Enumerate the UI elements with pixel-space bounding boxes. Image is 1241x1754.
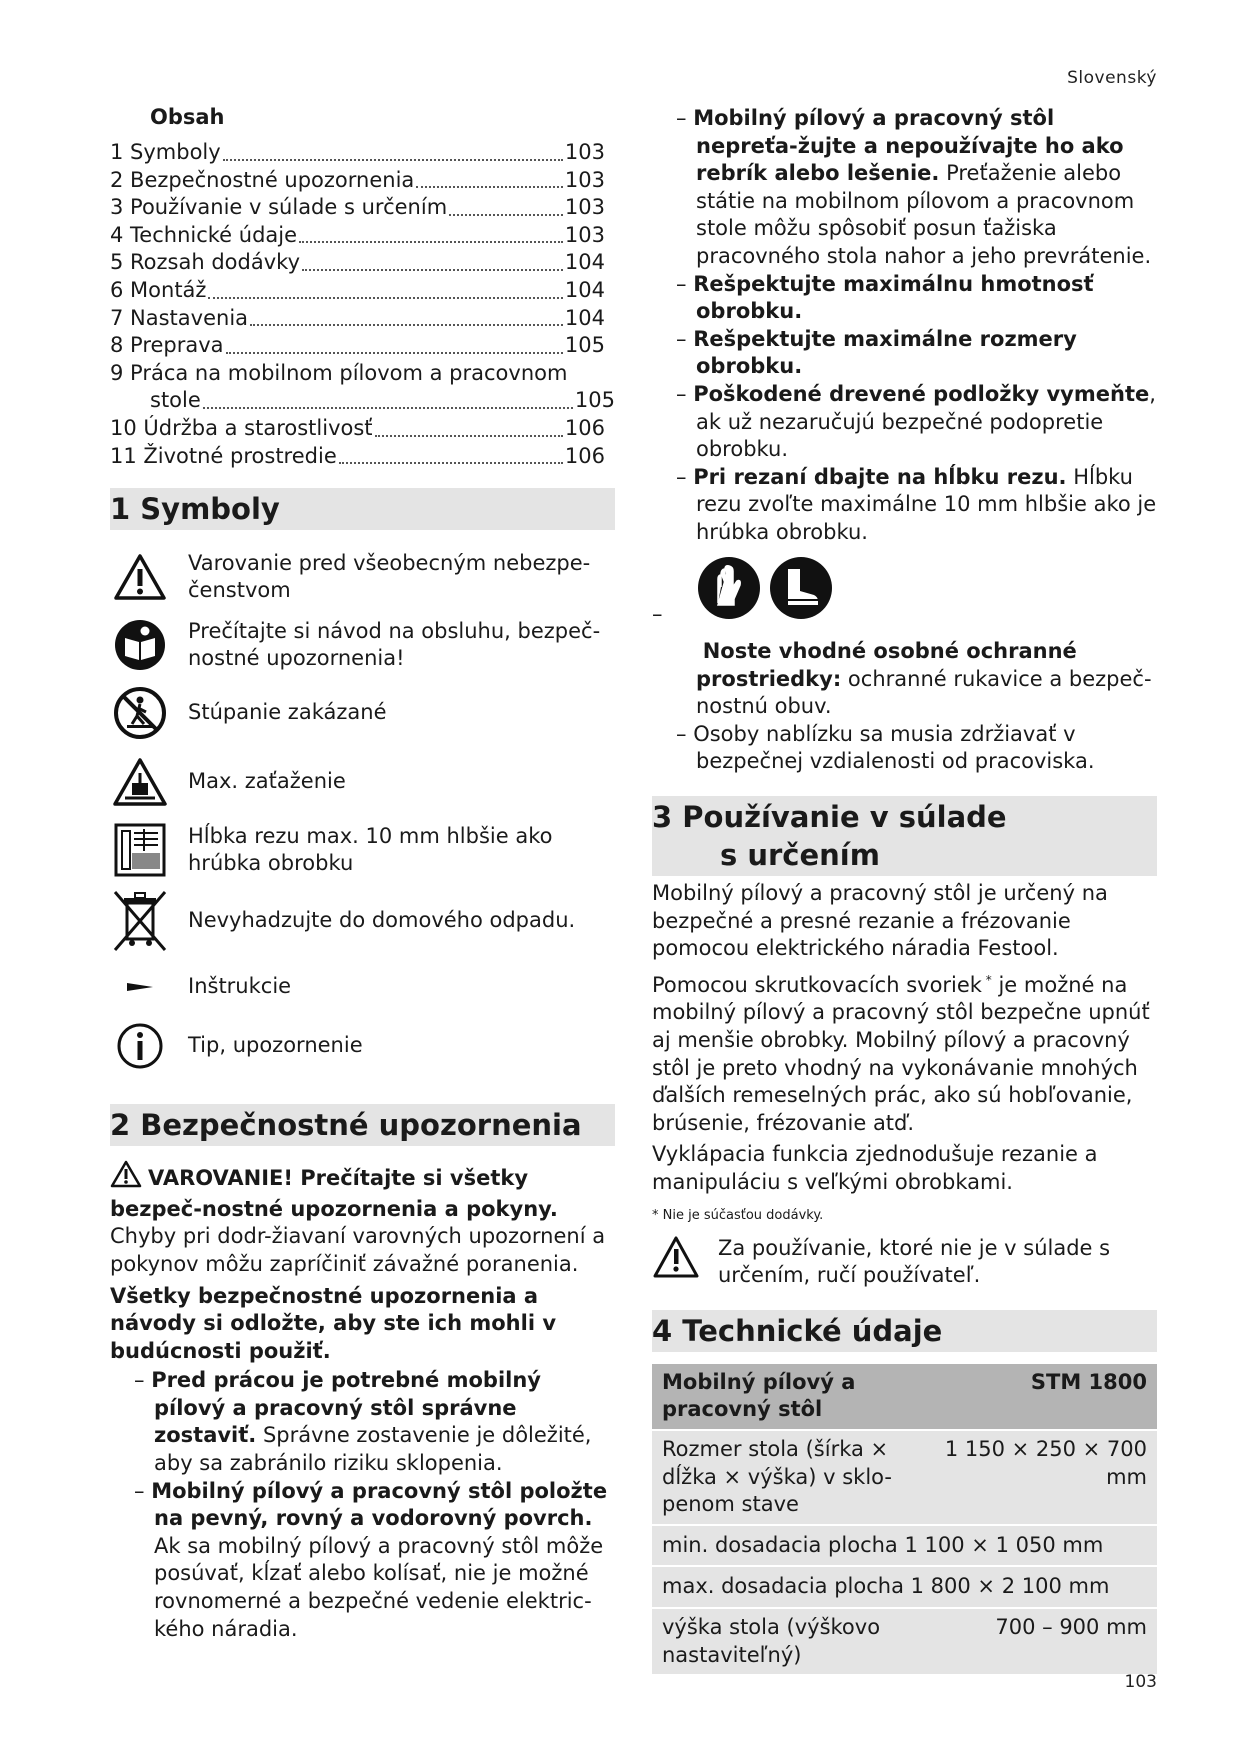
section-heading-symbols: 1 Symboly	[110, 488, 615, 530]
safety-bullet-bold: Mobilný pílový a pracovný stôl nepreťa-žujte a nepoužívajte ho ako rebrík alebo lešenie.	[693, 106, 1124, 186]
safety-bullet: – Poškodené drevené podložky vymeňte, ak už nezaručujú bezpečné podopretie obrobku.	[676, 381, 1156, 462]
toc-item[interactable]	[110, 139, 605, 167]
symbol-row	[110, 548, 615, 606]
cut-depth-icon	[110, 823, 170, 877]
table-cell-value: 700 – 900 mm	[930, 1608, 1157, 1674]
heading-line: s určením	[720, 838, 880, 873]
intended-use-section	[652, 880, 1157, 1290]
table-row	[652, 1430, 1157, 1525]
symbol-description: Prečítajte si návod na obsluhu, bezpeč-nostné upozornenia!	[188, 618, 601, 671]
toc-item[interactable]	[110, 167, 605, 195]
intended-use-paragraph: Mobilný pílový a pracovný stôl je určený na bezpečné a presné rezanie a frézovanie pomocou elektrického náradia Festool.	[652, 881, 1108, 961]
toc-item-label: 9 Práca na mobilnom pílovom a pracovnom	[110, 360, 568, 385]
table-row	[652, 1566, 1157, 1608]
safety-bullet-text: Hĺbku rezu zvoľte maximálne 10 mm hlbšie ako je hrúbka obrobku.	[696, 464, 1157, 544]
toc-item-page: 103	[564, 195, 605, 220]
section-heading-technical-data: 4 Technické údaje	[652, 1310, 1157, 1352]
toc-item[interactable]	[110, 332, 605, 360]
toc-item-label: 4 Technické údaje	[110, 222, 298, 247]
misuse-warning-text: Za používanie, ktoré nie je v súlade s určením, ručí používateľ.	[718, 1235, 1111, 1288]
safety-bullet-text: Osoby nablízku sa musia zdržiavať v bezpečnej vzdialenosti od pracoviska.	[693, 721, 1095, 774]
table-cell-label: výška stola (výškovo nastaviteľný)	[652, 1608, 930, 1674]
safety-bullet-bold: Pri rezaní dbajte na hĺbku rezu.	[693, 464, 1067, 489]
toc-item-label: 1 Symboly	[110, 140, 221, 164]
safety-bullet-text: , ak už nezaručujú bezpečné podopretie obrobku.	[696, 381, 1156, 462]
table-cell-label: max. dosadacia plocha	[662, 1574, 904, 1599]
symbol-description: Max. zaťaženie	[188, 769, 346, 794]
max-load-icon	[110, 757, 170, 807]
toc-item[interactable]	[110, 222, 605, 250]
toc-item-continuation[interactable]	[110, 387, 615, 415]
safety-bullet: – Pri rezaní dbajte na hĺbku rezu. Hĺbku rezu zvoľte maximálne 10 mm hlbšie ako je hrúbka obrobku.	[676, 464, 1157, 544]
symbol-row	[110, 752, 615, 812]
safety-bullet-text: Ak sa mobilný pílový a pracovný stôl môže posúvať, kĺzať alebo kolísať, nie je možné rovnomerné a bezpečné vedenie elektric-kého náradia.	[154, 1533, 604, 1641]
toc-item-page: 105	[574, 388, 615, 413]
table-header-value: STM 1800	[930, 1364, 1157, 1430]
table-row	[652, 1525, 1157, 1567]
safety-bullet-text: Správne zostavenie je dôležité, aby sa zabránilo riziku sklopenia.	[154, 1423, 592, 1476]
symbol-row	[110, 1020, 615, 1072]
safety-section-continued	[652, 105, 1157, 776]
toc-item-page: 104	[564, 305, 605, 330]
safety-bullet-text: Preťaženie alebo státie na mobilnom pílovom a pracovnom stole môžu spôsobiť posun ťažiska pracovného stola nahor a jeho prevrátenie.	[696, 161, 1152, 268]
safety-bullet: – Rešpektujte maximálne rozmery obrobku.	[676, 326, 1077, 379]
crossed-bin-icon	[110, 889, 170, 953]
symbol-row	[110, 820, 615, 880]
toc-item[interactable]	[110, 360, 615, 388]
table-cell-label: min. dosadacia plocha	[662, 1532, 898, 1557]
table-cell-value: 1 800 × 2 100 mm	[910, 1574, 1110, 1599]
misuse-warning	[652, 1235, 1157, 1290]
toc-item-page: 103	[564, 222, 605, 247]
toc-item-page: 106	[564, 415, 605, 440]
safety-bullet: – Mobilný pílový a pracovný stôl položte na pevný, rovný a vodorovný povrch. Ak sa mobilný pílový a pracovný stôl môže posúvať, kĺzať alebo kolísať, nie je možné rovnomerné a bezpečné vedenie elektric-kého náradia.	[134, 1478, 608, 1641]
symbol-description: Stúpanie zakázané	[188, 700, 387, 725]
warning-text: Chyby pri dodr-žiavaní varovných upozornení a pokynov môžu zapríčiniť závažné poranenia.	[110, 1224, 606, 1276]
symbol-row	[110, 962, 615, 1012]
warning-triangle-icon	[110, 553, 170, 601]
technical-data-table	[652, 1364, 1157, 1674]
toc-item-page: 106	[564, 443, 605, 468]
toc-item-label: 11 Životné prostredie	[110, 443, 337, 468]
language-label: Slovenský	[1067, 68, 1157, 88]
safety-bullet-bold: Rešpektujte maximálnu hmotnosť obrobku.	[693, 271, 1094, 324]
safety-bullet: – Osoby nablízku sa musia zdržiavať v bezpečnej vzdialenosti od pracoviska.	[676, 721, 1095, 774]
toc-item-page: 105	[564, 333, 605, 358]
toc-item-label: stole	[150, 388, 201, 413]
symbol-description: Hĺbka rezu max. 10 mm hlbšie ako hrúbka obrobku	[188, 823, 553, 876]
safety-bullet: – Pred prácou je potrebné mobilný pílový a pracovný stôl správne zostaviť. Správne zostavenie je dôležité, aby sa zabránilo riziku sklopenia.	[134, 1368, 592, 1476]
toc-item[interactable]	[110, 249, 605, 277]
instruction-arrow-icon	[110, 981, 170, 993]
toc-item[interactable]	[110, 277, 605, 305]
toc-item-page: 103	[564, 167, 605, 192]
table-cell-label: Rozmer stola (šírka × dĺžka × výška) v sklo-penom stave	[652, 1430, 930, 1525]
toc-item-label: 5 Rozsah dodávky	[110, 250, 300, 275]
symbol-description: Varovanie pred všeobecným nebezpe-čenstvom	[188, 550, 591, 603]
footnote: * Nie je súčasťou dodávky.	[652, 1207, 824, 1223]
toc-item[interactable]	[110, 443, 605, 471]
left-column	[110, 105, 615, 1643]
toc-item-label: 6 Montáž	[110, 277, 207, 302]
warning-heading: VAROVANIE! Prečítajte si všetky bezpeč-nostné upozornenia a pokyny.	[110, 1166, 558, 1221]
safety-bullet-bold: Poškodené drevené podložky vymeňte	[693, 381, 1150, 406]
safety-bullet: – Rešpektujte maximálnu hmotnosť obrobku.	[676, 271, 1094, 324]
table-cell-value: 1 100 × 1 050 mm	[904, 1532, 1104, 1557]
symbol-row	[110, 612, 615, 678]
symbol-description: Nevyhadzujte do domového odpadu.	[188, 908, 576, 933]
safety-bullet-bold: Rešpektujte maximálne rozmery obrobku.	[693, 326, 1077, 379]
gloves-icon	[696, 555, 762, 629]
toc-item-label: 3 Používanie v súlade s určením	[110, 195, 448, 220]
warning-triangle-icon	[110, 1160, 142, 1196]
safety-bullet-bold: Mobilný pílový a pracovný stôl položte na pevný, rovný a vodorovný povrch.	[151, 1478, 608, 1531]
safety-section	[110, 1160, 615, 1643]
table-header-label: Mobilný pílový a pracovný stôl	[652, 1364, 930, 1430]
keep-instructions-note: Všetky bezpečnostné upozornenia a návody si odložte, aby ste ich mohli v budúcnosti použiť.	[110, 1283, 557, 1363]
table-cell-value: 1 150 × 250 × 700 mm	[930, 1430, 1157, 1525]
table-row	[652, 1608, 1157, 1674]
intended-use-paragraph: Vyklápacia funkcia zjednodušuje rezanie a manipuláciu s veľkými obrobkami.	[652, 1142, 1098, 1194]
toc-item-label: 10 Údržba a starostlivosť	[110, 415, 373, 440]
symbol-description: Tip, upozornenie	[188, 1033, 363, 1058]
no-stepping-icon	[110, 686, 170, 740]
page-number: 103	[1124, 1672, 1157, 1692]
safety-bullet: – Mobilný pílový a pracovný stôl nepreťa-žujte a nepoužívajte ho ako rebrík alebo lešenie. Preťaženie alebo státie na mobilnom pílovom a pracovnom stole môžu spôsobiť posun ťažiska pracovného stola nahor a jeho prevrátenie.	[676, 106, 1152, 268]
symbol-description: Inštrukcie	[188, 974, 292, 999]
ppe-note	[652, 638, 1157, 721]
intended-use-paragraph: Pomocou skrutkovacích svoriek * je možné na mobilný pílový a pracovný stôl bezpečne upnúť aj menšie obrobky. Mobilný pílový a pracovný stôl je preto vhodný na vykonávanie mnohých ďalších remeselných prác, ako sú hobľovanie, brúsenie, frézovanie atď.	[652, 972, 1150, 1135]
toc-item-label: 7 Nastavenia	[110, 305, 249, 330]
safety-bullet-bold: Pred prácou je potrebné mobilný pílový a pracovný stôl správne zostaviť.	[151, 1368, 541, 1448]
warning-triangle-icon	[652, 1235, 718, 1287]
heading-line: 3 Používanie v súlade	[652, 800, 1007, 835]
toc-item[interactable]	[110, 305, 605, 333]
toc-item[interactable]	[110, 194, 605, 222]
ppe-text: ochranné rukavice a bezpeč-nostnú obuv.	[696, 666, 1152, 719]
symbols-list	[110, 548, 615, 1072]
safety-boots-icon	[768, 555, 834, 629]
toc-item-page: 104	[564, 250, 605, 275]
toc-item[interactable]	[110, 415, 605, 443]
read-manual-icon	[110, 618, 170, 672]
symbol-row	[110, 888, 615, 954]
toc-item-page: 103	[564, 140, 605, 164]
table-header-row	[652, 1364, 1157, 1430]
right-column	[652, 105, 1157, 1674]
toc-title: Obsah	[150, 105, 225, 129]
warning-paragraph	[110, 1160, 615, 1278]
section-heading-safety: 2 Bezpečnostné upozornenia	[110, 1104, 615, 1146]
ppe-symbols: –	[652, 555, 1157, 629]
ppe-bold: Noste vhodné osobné ochranné prostriedky:	[696, 639, 1077, 691]
toc-item-page: 104	[564, 277, 605, 302]
table-of-contents	[110, 139, 615, 470]
info-icon	[110, 1022, 170, 1070]
section-heading-intended-use	[652, 796, 1157, 876]
toc-item-label: 2 Bezpečnostné upozornenia	[110, 167, 415, 192]
toc-item-label: 8 Preprava	[110, 333, 224, 358]
symbol-row	[110, 684, 615, 742]
